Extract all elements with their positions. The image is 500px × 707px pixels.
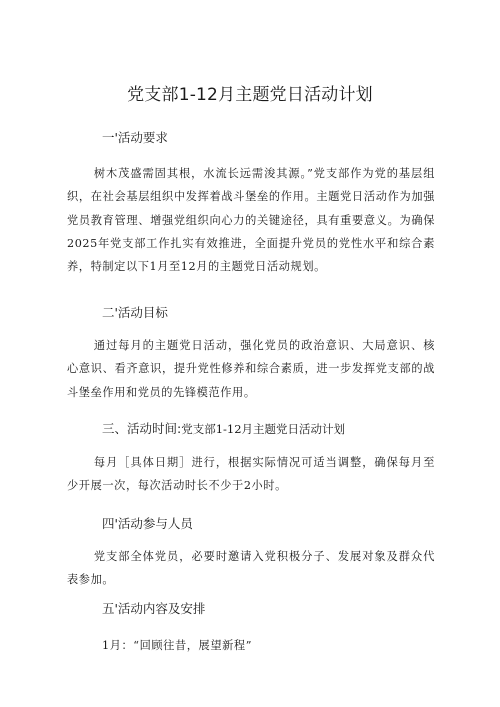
section-heading-goals: 二'活动目标 xyxy=(102,305,168,320)
section-heading-time-subtitle: 党支部1-12月主题党日活动计划 xyxy=(181,422,346,436)
section-heading-participants: 四'活动参与人员 xyxy=(102,516,193,531)
section-paragraph-requirements: 树木茂盛需固其根，水流长远需浚其源。”党支部作为党的基层组织，在社会基层组织中发挥着战斗堡垒的作用。主题党日活动作为加强党员教育管理、增强党组织向心力的关键途径，具有重要意义。为确保2025年党支部工作扎实有效推进，全面提升党员的党性水平和综合素养，特制定以下1月至12月的主题党日活动规划。 xyxy=(67,167,435,274)
month-plan-january: 1月：“回顾往昔，展望新程” xyxy=(102,639,253,652)
section-heading-time-label: 三、活动时间: xyxy=(102,421,182,436)
document-title: 党支部1-12月主题党日活动计划 xyxy=(127,85,373,105)
section-heading-requirements: 一'活动要求 xyxy=(102,130,168,145)
section-heading-content: 五'活动内容及安排 xyxy=(102,601,206,616)
section-paragraph-participants: 党支部全体党员，必要时邀请入党积极分子、发展对象及群众代表参加。 xyxy=(67,550,435,587)
section-paragraph-goals: 通过每月的主题党日活动，强化党员的政治意识、大局意识、核心意识、看齐意识，提升党性修养和综合素质，进一步发挥党支部的战斗堡垒作用和党员的先锋模范作用。 xyxy=(67,339,435,399)
section-paragraph-time: 每月［具体日期］进行，根据实际情况可适当调整，确保每月至少开展一次，每次活动时长不少于2小时。 xyxy=(67,456,435,493)
section-heading-time xyxy=(102,419,345,437)
